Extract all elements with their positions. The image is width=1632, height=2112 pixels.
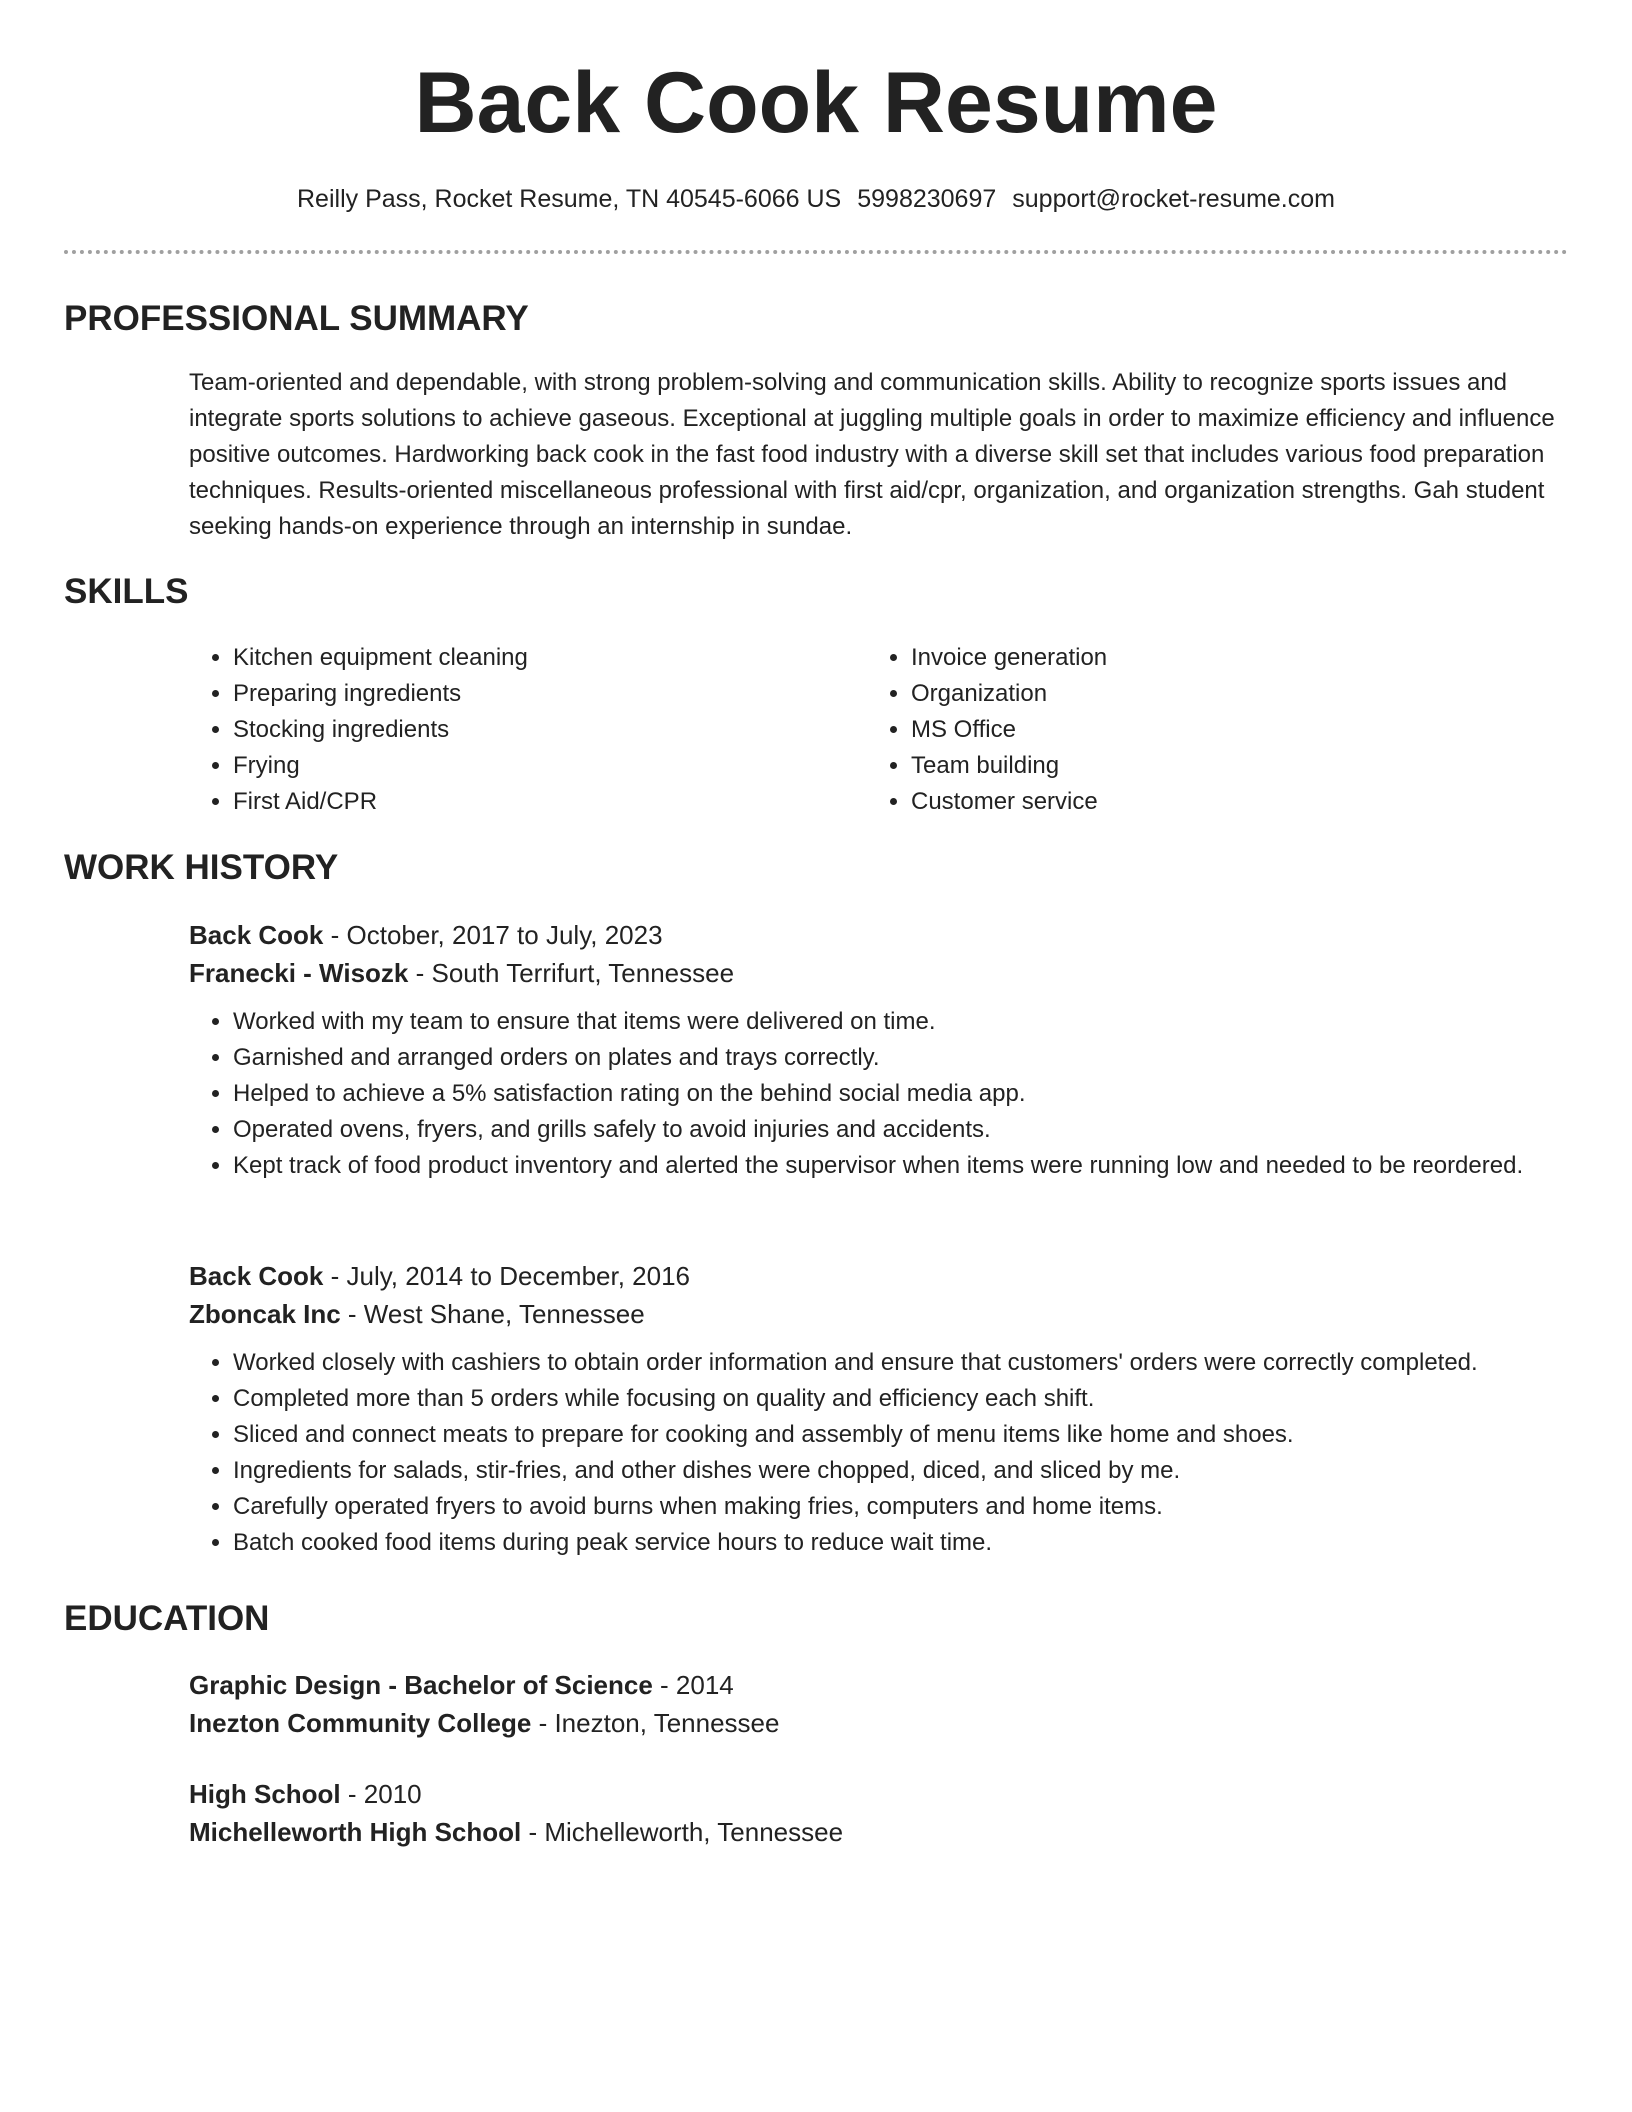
header-divider [64, 250, 1568, 254]
job-company: Franecki - Wisozk [189, 958, 409, 988]
education-entry [189, 1666, 1569, 1742]
contact-address: Reilly Pass, Rocket Resume, TN 40545-6066 US [297, 185, 842, 213]
job-title-line [189, 916, 1569, 954]
job-dates: - October, 2017 to July, 2023 [323, 920, 663, 950]
job-bullet: • Helped to achieve a 5% satisfaction rating on the behind social media app. [233, 1076, 1563, 1112]
skill-item: • Customer service [911, 784, 1507, 820]
job-bullet: • Kept track of food product inventory and alerted the supervisor when items were running low and needed to be reordered. [233, 1148, 1563, 1184]
skill-item: • Stocking ingredients [233, 712, 829, 748]
summary-heading: PROFESSIONAL SUMMARY [64, 299, 529, 338]
skill-item: • Frying [233, 748, 829, 784]
job-location: - South Terrifurt, Tennessee [408, 958, 735, 988]
job-location: - West Shane, Tennessee [340, 1299, 645, 1329]
education-school-line [189, 1704, 1569, 1742]
job-bullet: • Carefully operated fryers to avoid burns when making fries, computers and home items. [233, 1489, 1569, 1525]
job-role: Back Cook [189, 1261, 324, 1291]
contact-line [0, 182, 1632, 216]
skills-column-left [189, 640, 829, 820]
job-entry [189, 1257, 1569, 1561]
job-bullet: • Completed more than 5 orders while focusing on quality and efficiency each shift. [233, 1381, 1569, 1417]
work-history-heading: WORK HISTORY [64, 848, 339, 887]
skill-item: • Kitchen equipment cleaning [233, 640, 829, 676]
education-location: - Michelleworth, Tennessee [521, 1817, 844, 1847]
job-bullet: • Worked closely with cashiers to obtain order information and ensure that customers' orders were correctly completed. [233, 1345, 1569, 1381]
job-dates: - July, 2014 to December, 2016 [323, 1261, 691, 1291]
job-title-line [189, 1257, 1569, 1295]
education-school: Inezton Community College [189, 1708, 532, 1738]
resume-title: Back Cook Resume [414, 55, 1218, 151]
skill-item: • Invoice generation [911, 640, 1507, 676]
education-year: - 2014 [652, 1670, 734, 1700]
job-bullet: • Batch cooked food items during peak service hours to reduce wait time. [233, 1525, 1569, 1561]
skill-item: • Preparing ingredients [233, 676, 829, 712]
education-location: - Inezton, Tennessee [531, 1708, 780, 1738]
education-degree-line [189, 1775, 1569, 1813]
skill-item: • MS Office [911, 712, 1507, 748]
job-bullet: • Garnished and arranged orders on plates and trays correctly. [233, 1040, 1563, 1076]
skill-item: • Team building [911, 748, 1507, 784]
skills-column-right [867, 640, 1507, 820]
job-company-line [189, 954, 1569, 992]
skill-item: • First Aid/CPR [233, 784, 829, 820]
job-role: Back Cook [189, 920, 324, 950]
education-entry [189, 1775, 1569, 1851]
education-heading: EDUCATION [64, 1599, 270, 1638]
education-degree-line [189, 1666, 1569, 1704]
job-bullet: • Ingredients for salads, stir-fries, and other dishes were chopped, diced, and sliced by me. [233, 1453, 1569, 1489]
summary-text: Team-oriented and dependable, with strong problem-solving and communication skills. Ability to recognize sports issues and integrate sports solutions to achieve gaseous. Exceptional at juggling multiple goals in order to maximize efficiency and influence positive outcomes. Hardworking back cook in the fast food industry with a diverse skill set that includes various food preparation techniques. Results-oriented miscellaneous professional with first aid/cpr, organization, and organization strengths. Gah student seeking hands-on experience through an internship in sundae. [189, 369, 1555, 540]
job-bullet: • Operated ovens, fryers, and grills safely to avoid injuries and accidents. [233, 1112, 1563, 1148]
job-bullet: • Sliced and connect meats to prepare for cooking and assembly of menu items like home and shoes. [233, 1417, 1569, 1453]
job-company: Zboncak Inc [189, 1299, 341, 1329]
contact-phone: 5998230697 [857, 185, 997, 213]
contact-email: support@rocket-resume.com [1012, 185, 1335, 213]
education-year: - 2010 [340, 1779, 422, 1809]
job-entry [189, 916, 1569, 1184]
education-degree: High School [189, 1779, 341, 1809]
education-school: Michelleworth High School [189, 1817, 522, 1847]
job-bullet: • Worked with my team to ensure that items were delivered on time. [233, 1004, 1563, 1040]
job-company-line [189, 1295, 1569, 1333]
education-degree: Graphic Design - Bachelor of Science [189, 1670, 653, 1700]
education-school-line [189, 1813, 1569, 1851]
skills-heading: SKILLS [64, 572, 189, 611]
skill-item: • Organization [911, 676, 1507, 712]
